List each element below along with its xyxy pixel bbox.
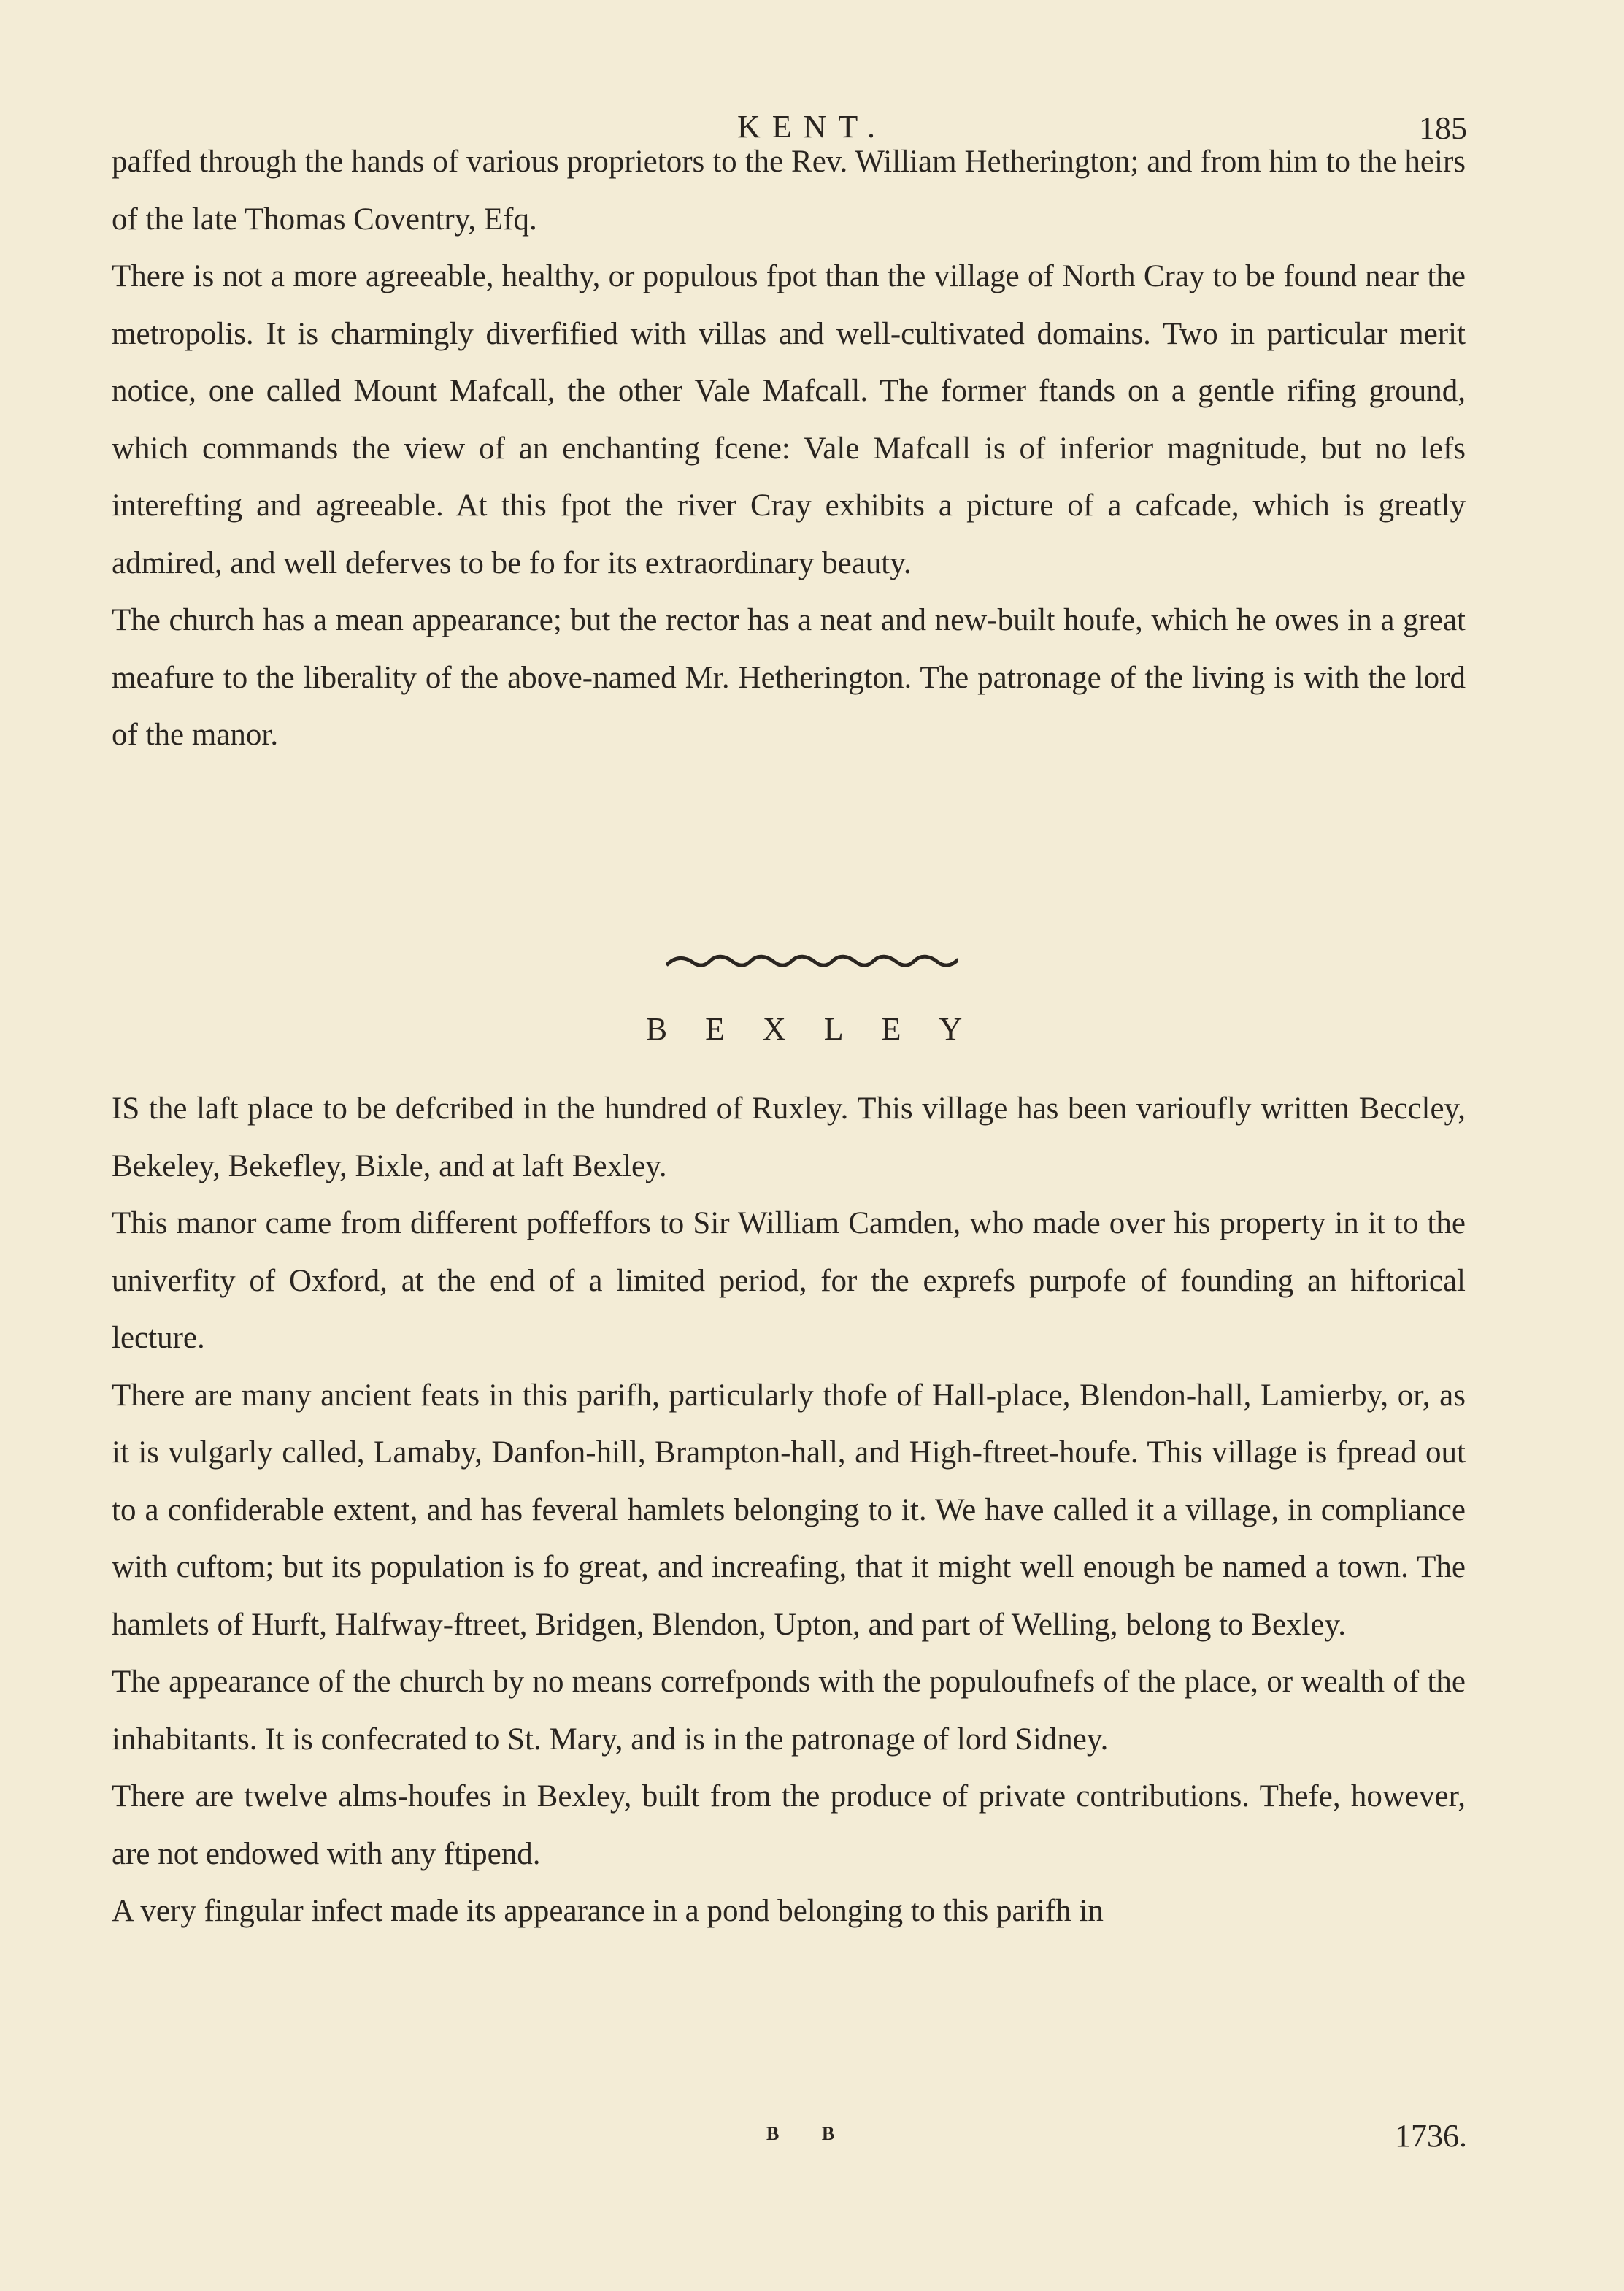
paragraph: There are twelve alms-houfes in Bexley, built from the produce of private contributions. Thefe, however, are not endowed with any ftipend.	[112, 1779, 1466, 1871]
section-heading: BEXLEY	[645, 1011, 1001, 1047]
ornament-icon	[666, 953, 958, 971]
catchword: 1736.	[1395, 2118, 1467, 2154]
bexley-text	[112, 1081, 1466, 1941]
page-footer	[0, 2117, 1624, 2161]
decorative-divider	[0, 953, 1624, 971]
paragraph: There are many ancient feats in this parifh, particularly thofe of Hall-place, Blendon-hall, Lamierby, or, as it is vulgarly called, Lamaby, Danfon-hill, Brampton-hall, and High-ftreet-houfe. This village is fpread out to a confiderable extent, and has feveral hamlets belonging to it. We have called it a village, in compliance with cuftom; but its population is fo great, and increafing, that it might well enough be named a town. The hamlets of Hurft, Halfway-ftreet, Bridgen, Blendon, Upton, and part of Welling, belong to Bexley.	[112, 1378, 1466, 1642]
page-title: KENT.	[736, 109, 888, 145]
paragraph: IS the laft place to be defcribed in the hundred of Ruxley. This village has been varioufly written Beccley, Bekeley, Bekefley, Bixle, and at laft Bexley.	[112, 1091, 1466, 1183]
paragraph: paffed through the hands of various proprietors to the Rev. William Hetherington; and from him to the heirs of the late Thomas Coventry, Efq.	[112, 145, 1466, 237]
paragraph: This manor came from different poffeffors to Sir William Camden, who made over his property in it to the univerfity of Oxford, at the end of a limited period, for the exprefs purpofe of founding an hiftorical lecture.	[112, 1206, 1466, 1355]
signature-mark: B B	[766, 2123, 854, 2144]
north-cray-text	[112, 134, 1466, 764]
paragraph: A very fingular infect made its appearance in a pond belonging to this parifh in	[112, 1894, 1104, 1928]
page-number: 185	[1419, 110, 1467, 146]
paragraph: There is not a more agreeable, healthy, or populous fpot than the village of North Cray to be found near the metropolis. It is charmingly diverfified with villas and well-cultivated domains. Two in particular merit notice, one called Mount Mafcall, the other Vale Mafcall. The former ftands on a gentle rifing ground, which commands the view of an enchanting fcene: Vale Mafcall is of inferior magnitude, but no lefs interefting and agreeable. At this fpot the river Cray exhibits a picture of a cafcade, which is greatly admired, and well deferves to be fo for its extraordinary beauty.	[112, 259, 1466, 580]
paragraph: The church has a mean appearance; but the rector has a neat and new-built houfe, which he owes in a great meafure to the liberality of the above-named Mr. Hetherington. The patronage of the living is with the lord of the manor.	[112, 603, 1466, 752]
paragraph: The appearance of the church by no means correfponds with the populoufnefs of the place, or wealth of the inhabitants. It is confecrated to St. Mary, and is in the patronage of lord Sidney.	[112, 1665, 1466, 1757]
